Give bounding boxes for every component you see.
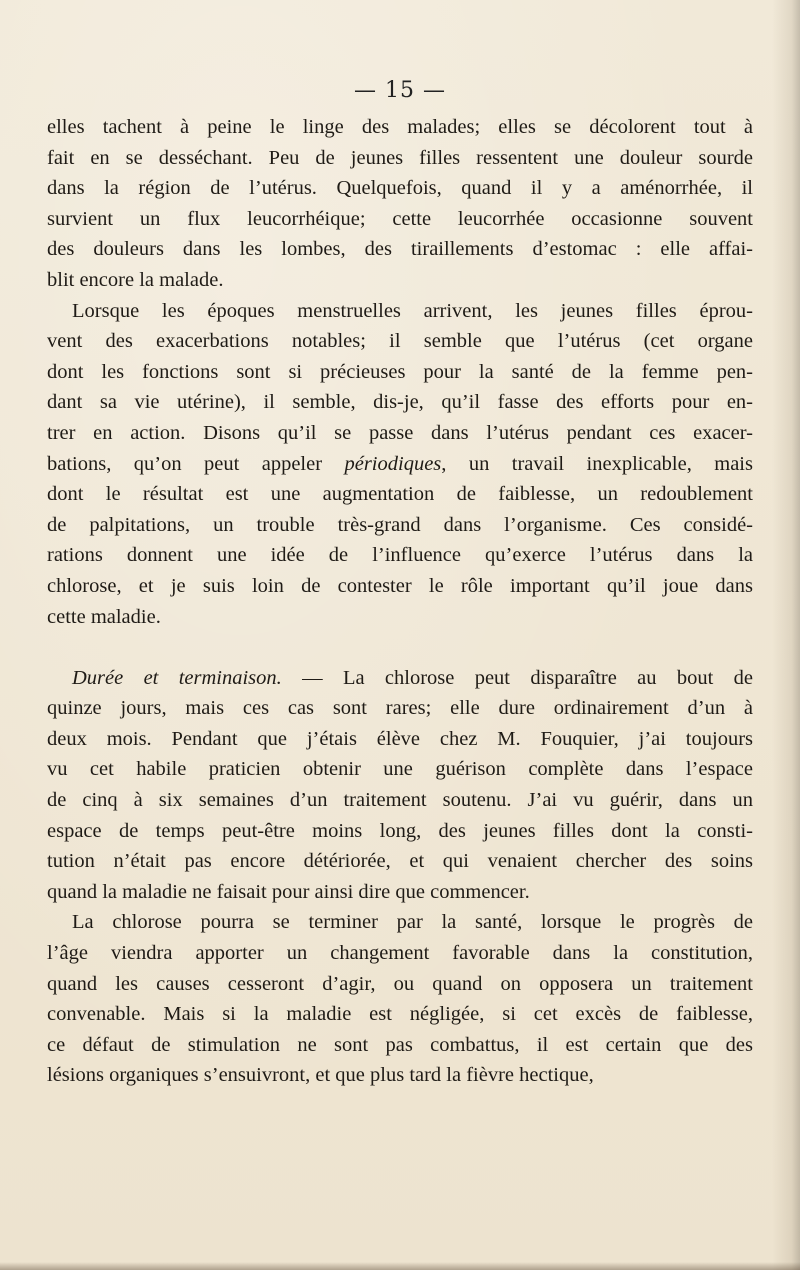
- text-line: vu cet habile praticien obtenir une guérison complète dans l’espace: [47, 758, 753, 781]
- paragraph-gap: [47, 632, 753, 663]
- text-line: elles tachent à peine le linge des malades; elles se décolorent tout à: [47, 116, 753, 138]
- text-line: tution n’était pas encore détériorée, et qui venaient chercher des soins: [47, 850, 753, 873]
- text-line: fait en se desséchant. Peu de jeunes filles ressentent une douleur sourde: [47, 146, 753, 169]
- text-line: Lorsque les époques menstruelles arrivent, les jeunes filles éprou-: [72, 299, 753, 322]
- text-line: vent des exacerbations notables; il semble que l’utérus (cet organe: [47, 330, 753, 353]
- text-line: l’âge viendra apporter un changement favorable dans la constitution,: [47, 942, 753, 965]
- text-line: blit encore la malade.: [47, 268, 224, 291]
- text-line: de cinq à six semaines d’un traitement soutenu. J’ai vu guérir, dans un: [47, 789, 753, 812]
- paragraph-p4: [47, 907, 753, 1091]
- text-line: rations donnent une idée de l’influence qu’exerce l’utérus dans la: [47, 544, 753, 567]
- text-line: cette maladie.: [47, 605, 161, 628]
- text-line: bations, qu’on peut appeler périodiques, un travail inexplicable, mais: [47, 452, 753, 475]
- text-line: survient un flux leucorrhéique; cette leucorrhée occasionne souvent: [47, 207, 753, 230]
- text-line: La chlorose pourra se terminer par la santé, lorsque le progrès de: [72, 911, 753, 934]
- text-line: quand les causes cesseront d’agir, ou quand on opposera un traitement: [47, 972, 753, 995]
- text-line: quand la maladie ne faisait pour ainsi dire que commencer.: [47, 880, 530, 903]
- paragraph-p1: [47, 112, 753, 296]
- line-text: — La chlorose peut disparaître au bout de: [281, 666, 753, 689]
- text-line: dont les fonctions sont si précieuses pour la santé de la femme pen-: [47, 360, 753, 383]
- paragraph-p3: [47, 663, 753, 908]
- text-line: dont le résultat est une augmentation de faiblesse, un redoublement: [47, 483, 753, 506]
- text-line: convenable. Mais si la maladie est négligée, si cet excès de faiblesse,: [47, 1003, 753, 1026]
- text-line: lésions organiques s’ensuivront, et que plus tard la fièvre hectique,: [47, 1064, 594, 1087]
- page-edge-shadow: [772, 0, 800, 1270]
- body-text: [47, 112, 753, 1091]
- paragraph-p2: [47, 296, 753, 633]
- text-line: espace de temps peut-être moins long, des jeunes filles dont la consti-: [47, 819, 753, 842]
- text-line: de palpitations, un trouble très-grand dans l’organisme. Ces considé-: [47, 513, 753, 536]
- text-line: dant sa vie utérine), il semble, dis-je, qu’il fasse des efforts pour en-: [47, 391, 753, 414]
- text-line: trer en action. Disons qu’il se passe dans l’utérus pendant ces exacer-: [47, 421, 753, 444]
- emphasized-word: périodiques: [344, 452, 442, 475]
- text-line: dans la région de l’utérus. Quelquefois, quand il y a aménorrhée, il: [47, 177, 753, 200]
- text-line: [47, 663, 753, 694]
- section-heading: Durée et terminaison.: [72, 666, 282, 689]
- text-line: des douleurs dans les lombes, des tiraillements d’estomac : elle affai-: [47, 238, 753, 261]
- text-line: deux mois. Pendant que j’étais élève chez M. Fouquier, j’ai toujours: [47, 727, 753, 750]
- page-number: — 15 —: [354, 78, 446, 103]
- text-line: quinze jours, mais ces cas sont rares; elle dure ordinairement d’un à: [47, 697, 753, 720]
- text-line: ce défaut de stimulation ne sont pas combattus, il est certain que des: [47, 1033, 753, 1056]
- page-bottom-edge: [0, 1262, 800, 1270]
- text-line: chlorose, et je suis loin de contester le rôle important qu’il joue dans: [47, 574, 753, 597]
